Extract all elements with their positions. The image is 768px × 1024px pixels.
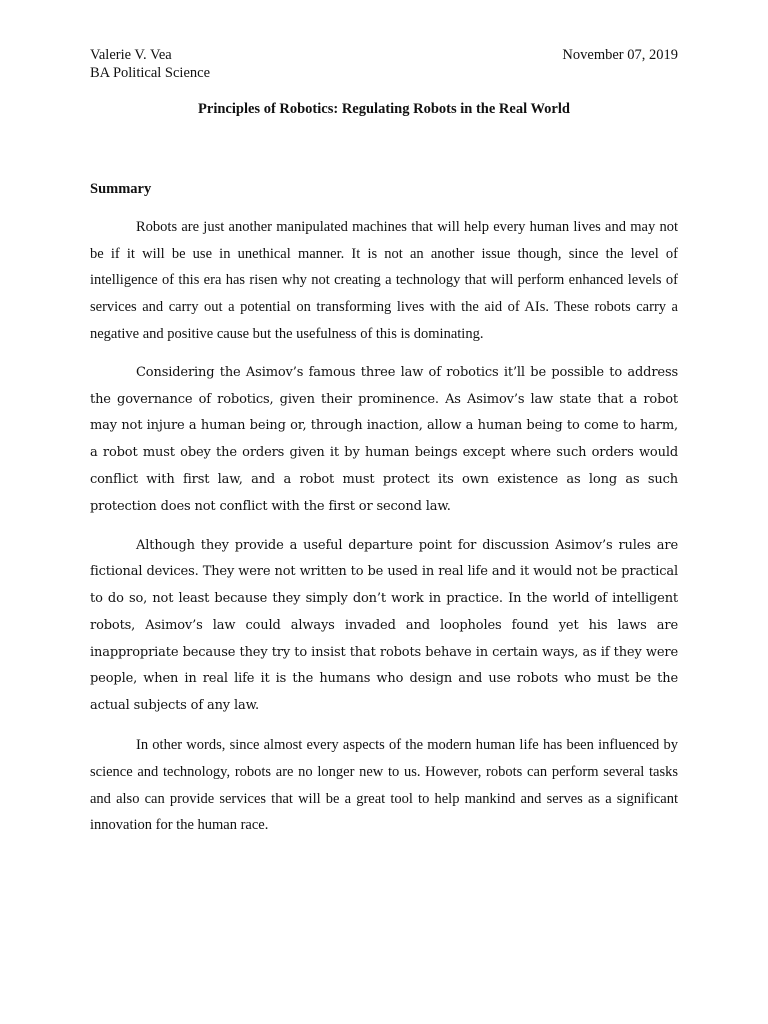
paragraph-1: Robots are just another manipulated machines that will help every human lives and may not be if it will be use in unethical manner. It is not an another issue though, since the level of intelligence of this era has risen why not creating a technology that will perform enhanced levels of services and carry out a potential on transforming lives with the aid of AIs. These robots carry a negative and positive cause but the usefulness of this is dominating. bbox=[90, 219, 678, 342]
paragraph-3: Although they provide a useful departure point for discussion Asimov’s rules are fictional devices. They were not written to be used in real life and it would not be practical to do so, not least because they simply don’t work in practice. In the world of intelligent robots, Asimov’s law could always invaded and loopholes found yet his laws are inappropriate because they try to insist that robots behave in certain ways, as if they were people, when in real life it is the humans who design and use robots who must be the actual subjects of any law. bbox=[90, 537, 678, 713]
paragraph-4: In other words, since almost every aspects of the modern human life has been influenced by science and technology, robots are no longer new to us. However, robots can perform several tasks and also can provide services that will be a great tool to help mankind and serves as a significant innovation for the human race. bbox=[90, 737, 678, 834]
author-name: Valerie V. Vea bbox=[90, 47, 172, 63]
program-name: BA Political Science bbox=[90, 65, 211, 81]
document-title: Principles of Robotics: Regulating Robots in the Real World bbox=[198, 101, 570, 117]
section-heading-summary: Summary bbox=[90, 181, 152, 197]
summary-body bbox=[90, 214, 678, 851]
document-date: November 07, 2019 bbox=[562, 47, 678, 63]
paragraph-2: Considering the Asimov’s famous three law of robotics it’ll be possible to address the governance of robotics, given their prominence. As Asimov’s law state that a robot may not injure a human being or, through inaction, allow a human being to come to harm, a robot must obey the orders given it by human beings except where such orders would conflict with first law, and a robot must protect its own existence as long as such protection does not conflict with the first or second law. bbox=[90, 365, 678, 514]
